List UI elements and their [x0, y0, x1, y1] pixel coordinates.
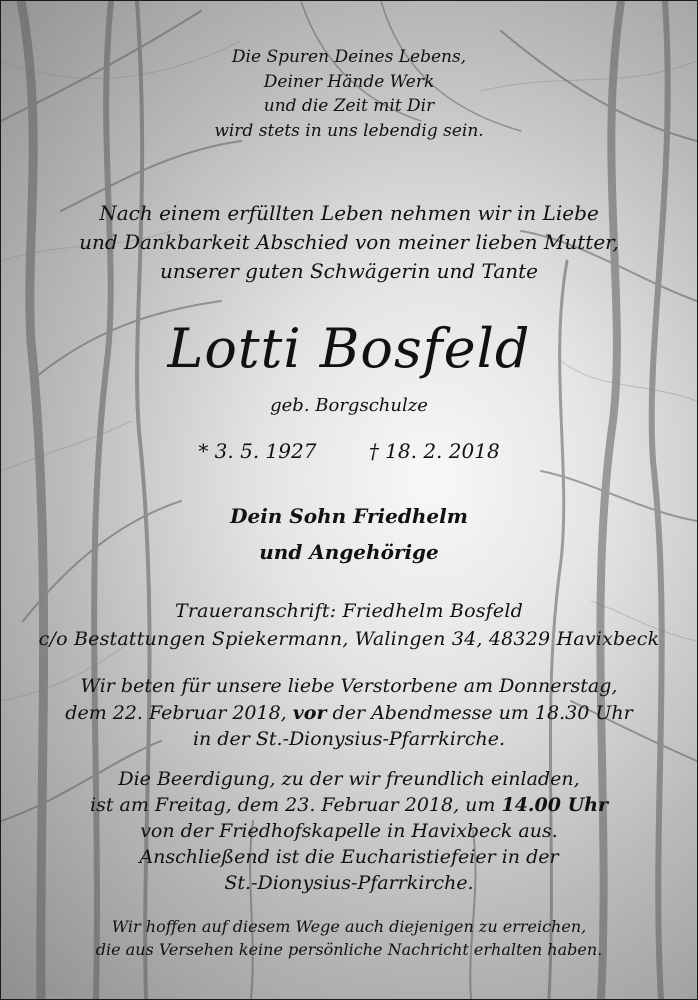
deceased-name: Lotti Bosfeld [167, 317, 531, 380]
closing-note [1, 915, 697, 961]
mourning-address [1, 597, 697, 653]
memorial-poem [1, 45, 697, 143]
funeral-line: Anschließend ist die Eucharistiefeier in der [139, 846, 559, 868]
poem-line: Deiner Hände Werk [263, 71, 435, 92]
funeral-time: 14.00 Uhr [501, 794, 608, 816]
funeral-info [1, 766, 697, 896]
service-date-text: dem 22. Februar 2018, [65, 701, 293, 724]
service-time-text: der Abendmesse um 18.30 Uhr [326, 701, 633, 724]
intro-line: Nach einem erfüllten Leben nehmen wir in Liebe [99, 201, 599, 225]
service-line: in der St.-Dionysius-Pfarrkirche. [192, 728, 506, 750]
poem-line: wird stets in uns lebendig sein. [214, 120, 484, 141]
intro-line: und Dankbarkeit Abschied von meiner lieben Mutter, [79, 230, 619, 254]
service-line [1, 700, 697, 727]
service-emphasis: vor [292, 701, 327, 724]
mourner-relatives: und Angehörige [259, 540, 439, 564]
funeral-line: Die Beerdigung, zu der wir freundlich einladen, [118, 768, 580, 790]
poem-line: und die Zeit mit Dir [263, 96, 435, 116]
address-line: c/o Bestattungen Spiekermann, Walingen 34, 48329 Havixbeck [38, 628, 660, 650]
funeral-line: St.-Dionysius-Pfarrkirche. [224, 872, 474, 894]
birth-date: * 3. 5. 1927 [198, 439, 317, 463]
funeral-line [1, 792, 697, 818]
intro-line: unserer guten Schwägerin und Tante [159, 259, 539, 283]
funeral-line: von der Friedhofskapelle in Havixbeck aus. [140, 820, 558, 842]
closing-line: die aus Versehen keine persönliche Nachricht erhalten haben. [95, 940, 603, 959]
maiden-name: geb. Borgschulze [270, 395, 428, 416]
poem-line: Die Spuren Deines Lebens, [231, 47, 467, 67]
closing-line: Wir hoffen auf diesem Wege auch diejenigen zu erreichen, [111, 917, 587, 936]
address-line: Traueranschrift: Friedhelm Bosfeld [175, 600, 523, 622]
mourner-son: Dein Sohn Friedhelm [230, 504, 468, 528]
farewell-intro [1, 199, 697, 286]
funeral-date-text: ist am Freitag, dem 23. Februar 2018, um [90, 794, 502, 816]
service-line: Wir beten für unsere liebe Verstorbene am Donnerstag, [80, 675, 618, 697]
death-date: † 18. 2. 2018 [368, 439, 500, 463]
mourners [1, 498, 697, 570]
prayer-service-info [1, 673, 697, 753]
life-dates [1, 437, 697, 465]
